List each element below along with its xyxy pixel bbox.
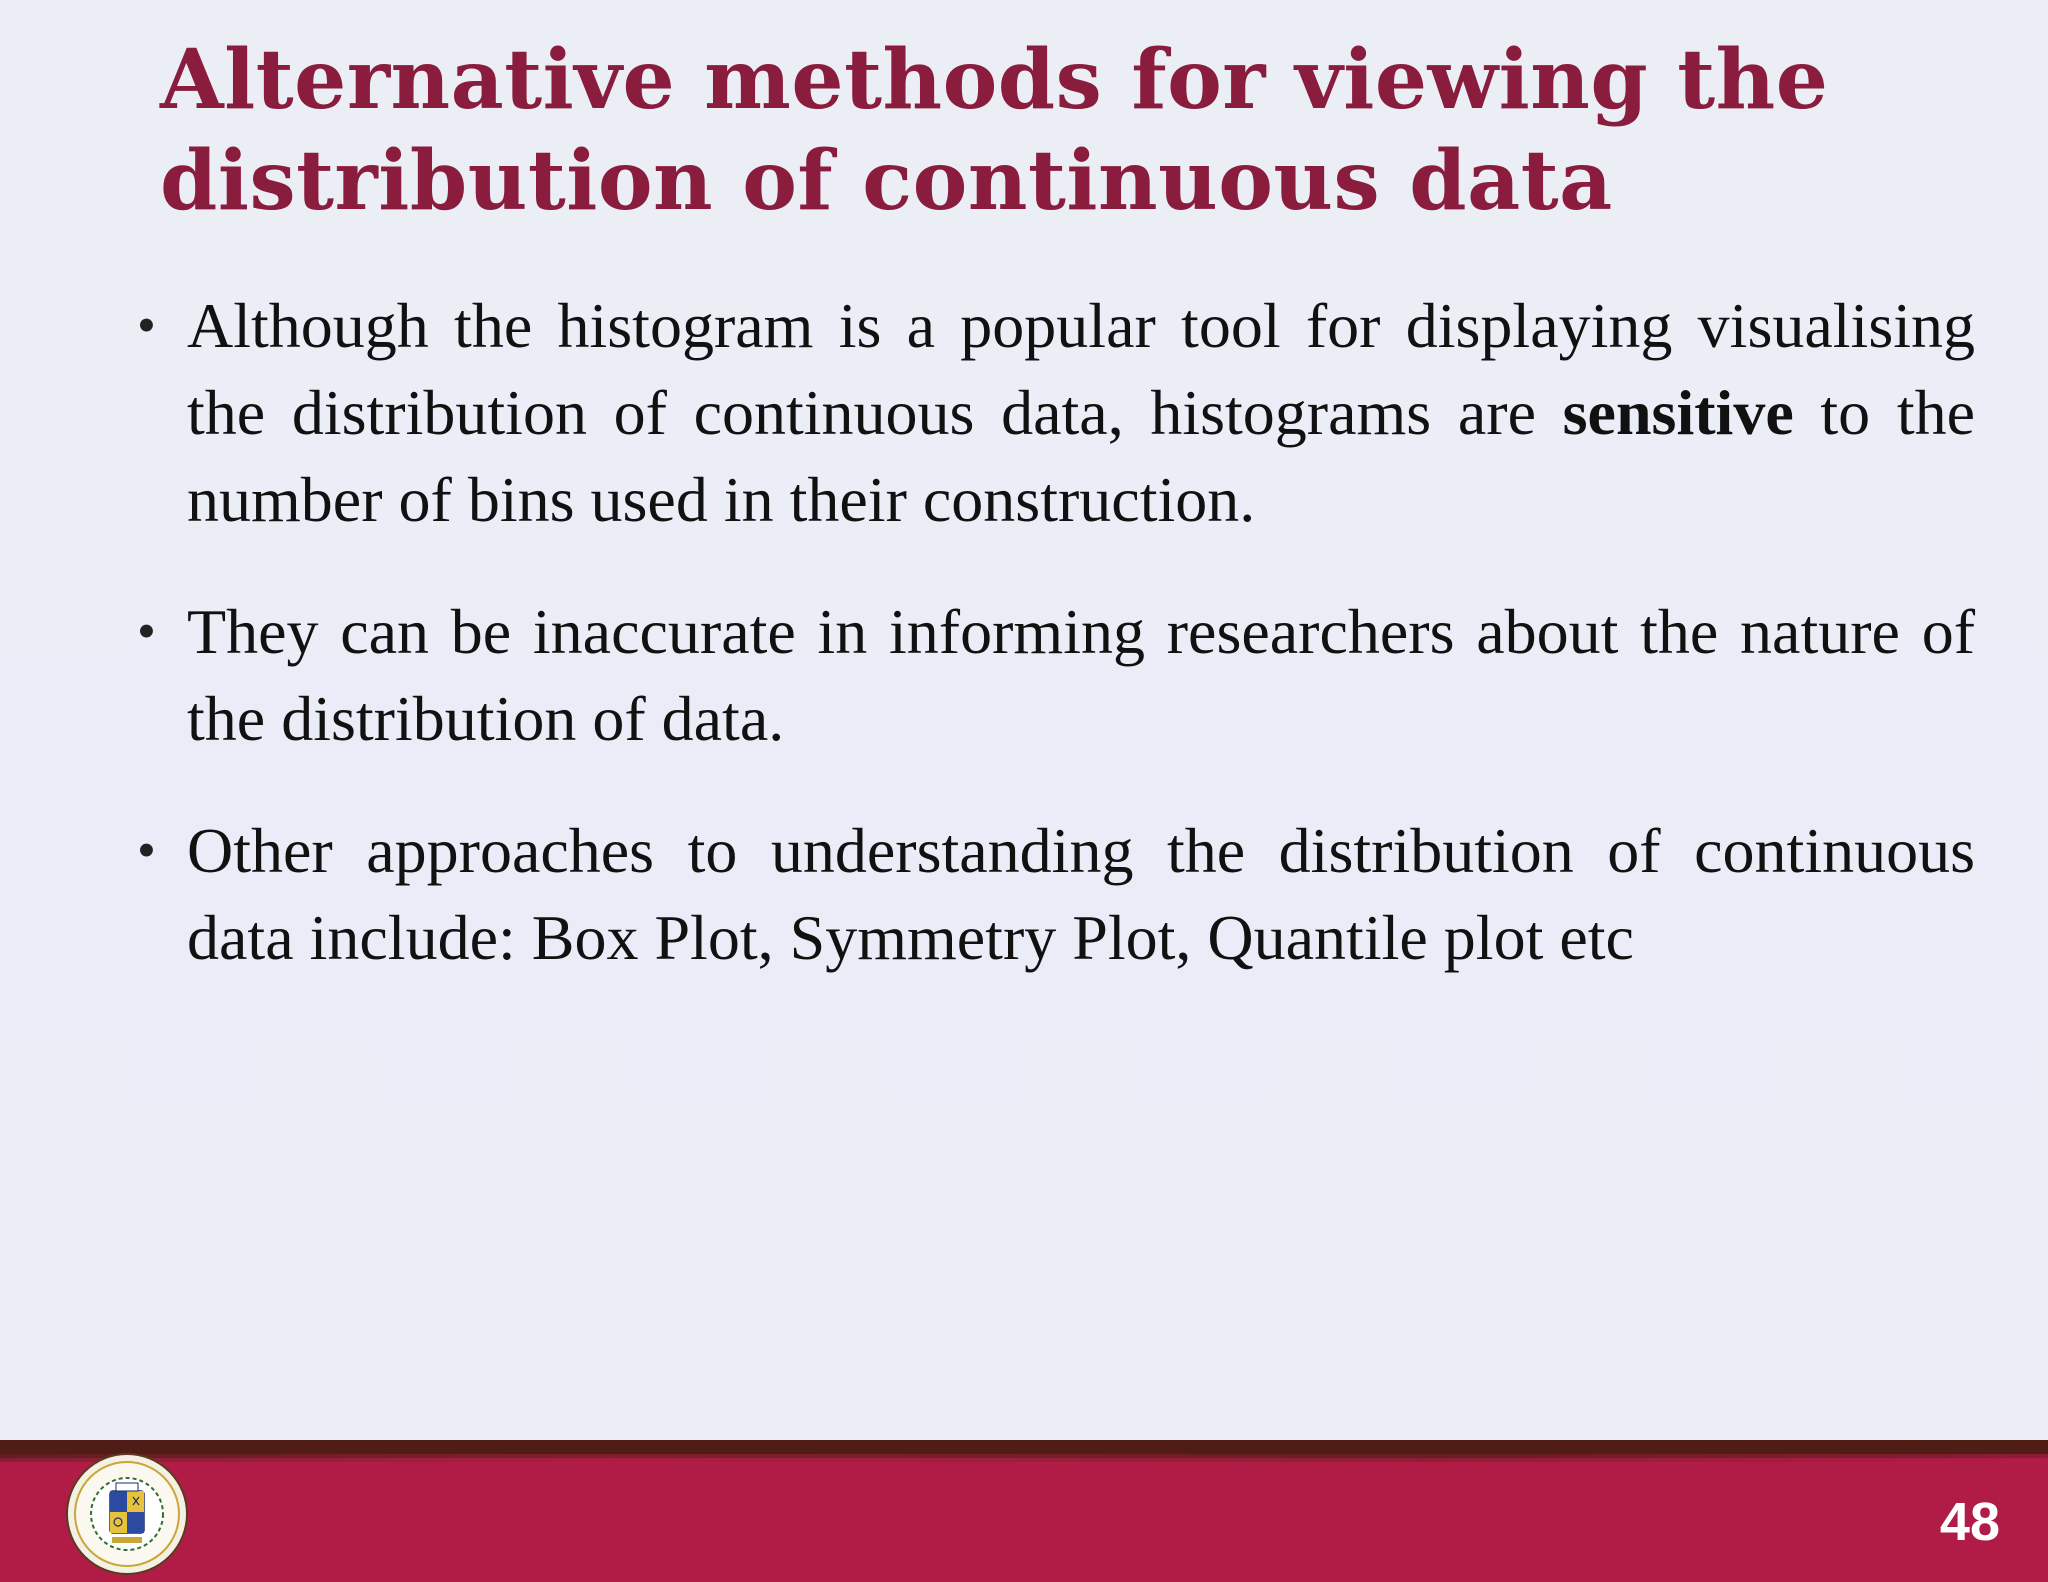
bullet-bold-text: sensitive: [1562, 377, 1794, 448]
bullet-list: [130, 282, 1975, 1026]
bullet-item-1: [130, 282, 1975, 543]
bullet-item-3: [130, 807, 1975, 981]
bullet-item-2: [130, 588, 1975, 762]
university-seal-icon: [66, 1453, 188, 1575]
slide-title-line-2: distribution of continuous data: [160, 133, 1613, 229]
bullet-dot: •: [137, 601, 156, 661]
slide-title-line-1: Alternative methods for viewing the: [160, 32, 1829, 128]
bullet-dot: •: [137, 820, 156, 880]
page-number: 48: [1939, 1492, 2000, 1552]
slide-title: [160, 30, 1920, 232]
footer-band: [0, 1458, 2048, 1582]
bullet-text: Although the histogram is a popular tool for displaying visualising the distribution of continuous data, histograms are: [187, 290, 1975, 448]
bullet-text-continued: to the number of bins used in their construction.: [187, 377, 1976, 535]
bullet-text: They can be inaccurate in informing researchers about the nature of the distribution of data.: [187, 596, 1975, 754]
bullet-text: Other approaches to understanding the distribution of continuous data include: Box Plot, Symmetry Plot, Quantile plot etc: [187, 815, 1975, 973]
bullet-dot: •: [137, 295, 156, 355]
